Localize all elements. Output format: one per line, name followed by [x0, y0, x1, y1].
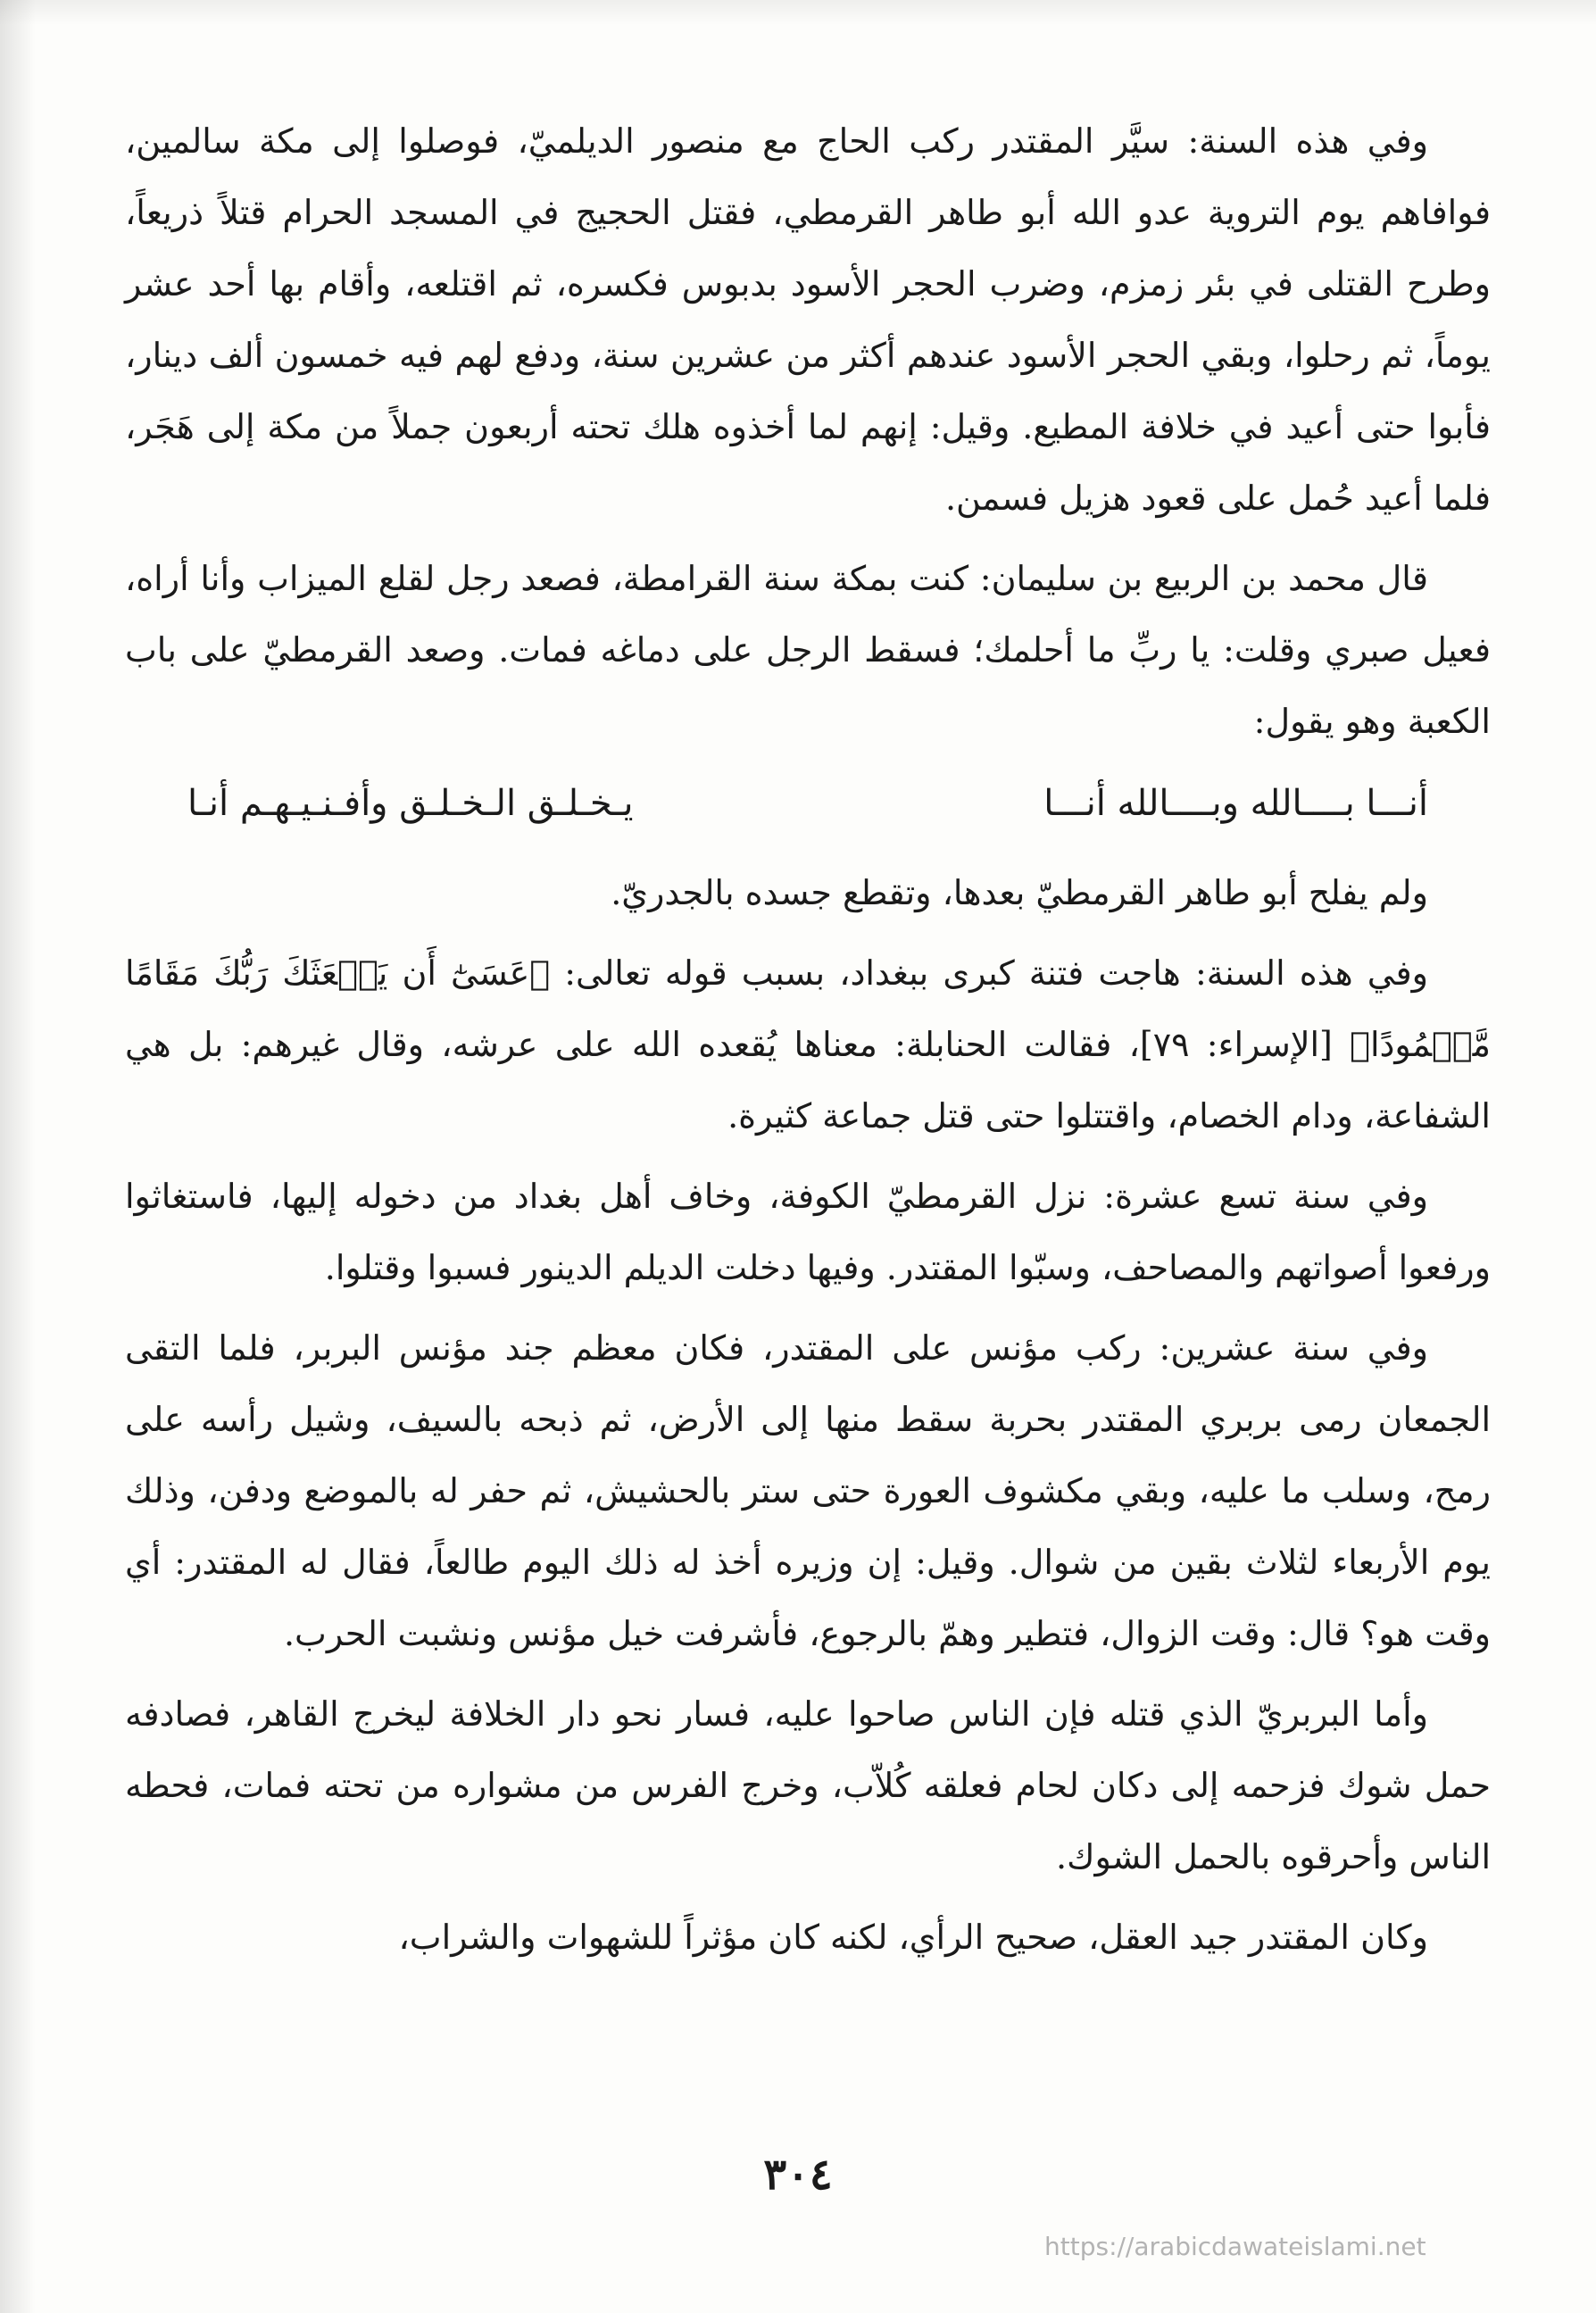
- paragraph-hajj-qarmati: وفي هذه السنة: سيَّر المقتدر ركب الحاج مع منصور الديلميّ، فوصلوا إلى مكة سالمين، فوافاهم يوم التروية عدو الله أبو طاهر القرمطي، فقتل الحجيج في المسجد الحرام قتلاً ذريعاً، وطرح القتلى في بئر زمزم، وضرب الحجر الأسود بدبوس فكسره، ثم اقتلعه، وأقام بها أحد عشر يوماً، ثم رحلوا، وبقي الحجر الأسود عندهم أكثر من عشرين سنة، ودفع لهم فيه خمسون ألف دينار، فأبوا حتى أعيد في خلافة المطيع. وقيل: إنهم لما أخذوه هلك تحته أربعون جملاً من مكة إلى هَجَر، فلما أعيد حُمل على قعود هزيل فسمن.: [125, 121, 1491, 518]
- watermark-url: https://arabicdawateislami.net: [1044, 2232, 1426, 2261]
- poem-verse: [187, 766, 1428, 841]
- verse-second-hemistich: يـخـلـق الـخـلـق وأفـنـيـهـم أنـا: [187, 783, 634, 824]
- paragraph-qarmati-end: ولم يفلح أبو طاهر القرمطيّ بعدها، وتقطع جسده بالجدريّ.: [611, 873, 1428, 912]
- paragraph-muhammad-ibn-rabi: قال محمد بن الربيع بن سليمان: كنت بمكة سنة القرامطة، فصعد رجل لقلع الميزاب وأنا أراه، فعيل صبري وقلت: يا ربِّ ما أحلمك؛ فسقط الرجل على دماغه فمات. وصعد القرمطيّ على باب الكعبة وهو يقول:: [125, 559, 1491, 741]
- scan-shadow-top: [0, 0, 1596, 25]
- page-body: [125, 105, 1491, 1982]
- page-number: ٣٠٤: [763, 2150, 833, 2200]
- scan-shadow-left: [0, 0, 36, 2313]
- paragraph-muqtadir-character: وكان المقتدر جيد العقل، صحيح الرأي، لكنه كان مؤثراً للشهوات والشراب،: [398, 1918, 1428, 1957]
- verse-first-hemistich: أنـــا بــــالله وبــــالله أنـــا: [1043, 783, 1428, 824]
- paragraph-year-twenty: وفي سنة عشرين: ركب مؤنس على المقتدر، فكان معظم جند مؤنس البربر، فلما التقى الجمعان رمى بربري المقتدر بحربة سقط منها إلى الأرض، ثم ذبحه بالسيف، وشيل رأسه على رمح، وسلب ما عليه، وبقي مكشوف العورة حتى ستر بالحشيش، ثم حفر له بالموضع ودفن، وذلك يوم الأربعاء لثلاث بقين من شوال. وقيل: إن وزيره أخذ له ذلك اليوم طالعاً، فقال له المقتدر: أي وقت هو؟ قال: وقت الزوال، فتطير وهمّ بالرجوع، فأشرفت خيل مؤنس ونشبت الحرب.: [125, 1328, 1491, 1653]
- paragraph-baghdad-fitna: وفي هذه السنة: هاجت فتنة كبرى ببغداد، بسبب قوله تعالى: ﴿عَسَىٰٓ أَن يَبۡعَثَكَ رَبُّكَ مَقَامًا مَّحۡمُودًا﴾ [الإسراء: ٧٩]، فقالت الحنابلة: معناها يُقعده الله على عرشه، وقال غيرهم: بل هي الشفاعة، ودام الخصام، واقتتلوا حتى قتل جماعة كثيرة.: [125, 953, 1491, 1136]
- paragraph-year-nineteen: وفي سنة تسع عشرة: نزل القرمطيّ الكوفة، وخاف أهل بغداد من دخوله إليها، فاستغاثوا ورفعوا أصواتهم والمصاحف، وسبّوا المقتدر. وفيها دخلت الديلم الدينور فسبوا وقتلوا.: [125, 1177, 1491, 1287]
- paragraph-berber-killer: وأما البربريّ الذي قتله فإن الناس صاحوا عليه، فسار نحو دار الخلافة ليخرج القاهر، فصادفه حمل شوك فزحمه إلى دكان لحام فعلقه كُلاّب، وخرج الفرس من مشواره من تحته فمات، فحطه الناس وأحرقوه بالحمل الشوك.: [125, 1694, 1491, 1876]
